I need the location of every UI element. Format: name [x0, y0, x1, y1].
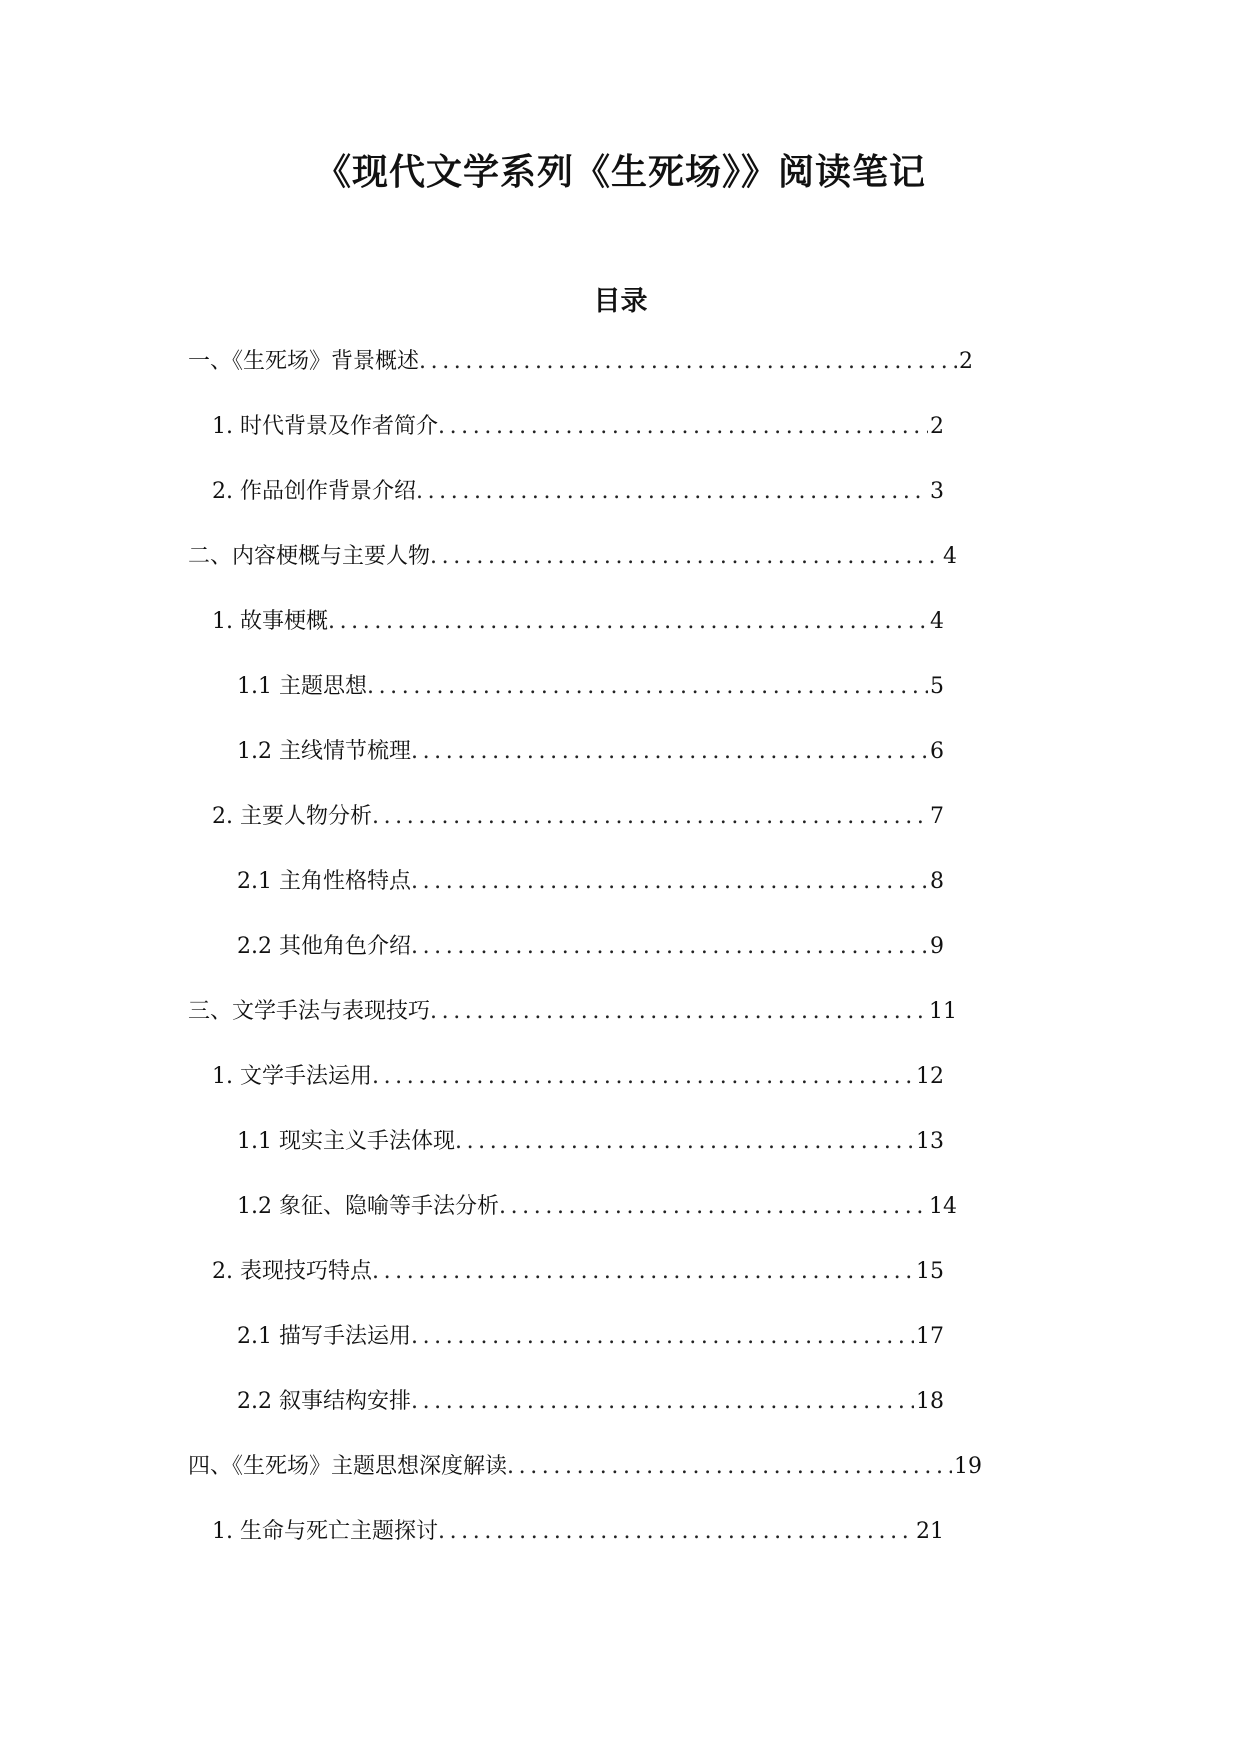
toc-entry[interactable] — [188, 344, 973, 380]
toc-entry-page: 12 — [916, 1064, 944, 1089]
toc-entry[interactable] — [237, 864, 944, 900]
toc-entry[interactable] — [212, 799, 944, 835]
toc-entry-label: 2.1 描写手法运用 — [237, 1324, 411, 1349]
toc-leader-dots — [411, 734, 928, 770]
toc-leader-dots — [372, 799, 928, 835]
toc-entry[interactable] — [237, 734, 944, 770]
toc-entry-page: 21 — [916, 1519, 944, 1544]
toc-entry-page: 18 — [916, 1389, 944, 1414]
toc-entry-page: 6 — [930, 739, 944, 764]
toc-leader-dots — [419, 344, 957, 380]
toc-entry-label: 1. 时代背景及作者简介 — [212, 414, 438, 439]
toc-entry-label: 1. 生命与死亡主题探讨 — [212, 1519, 438, 1544]
toc-entry-label: 2.2 叙事结构安排 — [237, 1389, 411, 1414]
toc-entry-label: 三、文学手法与表现技巧 — [188, 999, 431, 1024]
toc-entry-page: 2 — [930, 414, 944, 439]
toc-leader-dots — [438, 1514, 914, 1550]
toc-entry[interactable] — [237, 669, 944, 705]
toc-entry[interactable] — [237, 1189, 957, 1225]
toc-leader-dots — [430, 539, 941, 575]
toc-entry[interactable] — [188, 1449, 982, 1485]
toc-entry[interactable] — [212, 604, 944, 640]
toc-heading: 目录 — [593, 286, 648, 317]
toc-leader-dots — [438, 409, 928, 445]
toc-entry-page: 13 — [916, 1129, 944, 1154]
toc-entry-page: 17 — [916, 1324, 944, 1349]
toc-entry-label: 1. 文学手法运用 — [212, 1064, 372, 1089]
toc-entry[interactable] — [212, 409, 944, 445]
toc-entry[interactable] — [237, 1319, 944, 1355]
toc-leader-dots — [499, 1189, 927, 1225]
toc-entry-page: 4 — [943, 544, 957, 569]
toc-entry-page: 5 — [930, 674, 944, 699]
toc-entry-label: 1. 故事梗概 — [212, 609, 328, 634]
toc-entry-label: 2. 主要人物分析 — [212, 804, 372, 829]
toc-leader-dots — [411, 1319, 914, 1355]
toc-entry-label: 二、内容梗概与主要人物 — [188, 544, 431, 569]
toc-entry-label: 2.2 其他角色介绍 — [237, 934, 411, 959]
toc-leader-dots — [507, 1449, 952, 1485]
toc-entry-page: 4 — [930, 609, 944, 634]
toc-entry[interactable] — [237, 1124, 944, 1160]
toc-leader-dots — [367, 669, 928, 705]
toc-entry[interactable] — [212, 474, 944, 510]
toc-entry-label: 1.1 主题思想 — [237, 674, 367, 699]
toc-leader-dots — [372, 1059, 914, 1095]
toc-leader-dots — [328, 604, 928, 640]
toc-entry-label: 1.1 现实主义手法体现 — [237, 1129, 455, 1154]
toc-entry-page: 19 — [954, 1454, 982, 1479]
toc-entry-page: 15 — [916, 1259, 944, 1284]
toc-leader-dots — [416, 474, 928, 510]
toc-entry-page: 14 — [929, 1194, 957, 1219]
toc-entry[interactable] — [212, 1059, 944, 1095]
toc-entry-label: 2. 表现技巧特点 — [212, 1259, 372, 1284]
toc-entry-page: 2 — [959, 349, 973, 374]
toc-entry-label: 2.1 主角性格特点 — [237, 869, 411, 894]
toc-entry[interactable] — [237, 929, 944, 965]
toc-entry[interactable] — [188, 539, 957, 575]
toc-entry-label: 1.2 象征、隐喻等手法分析 — [237, 1194, 499, 1219]
toc-leader-dots — [372, 1254, 914, 1290]
toc-entry-page: 8 — [930, 869, 944, 894]
toc-entry-page: 7 — [930, 804, 944, 829]
toc-entry-label: 1.2 主线情节梳理 — [237, 739, 411, 764]
document-title: 《现代文学系列《生死场》》阅读笔记 — [314, 152, 926, 193]
toc-entry[interactable] — [237, 1384, 944, 1420]
toc-entry-page: 11 — [929, 999, 957, 1024]
toc-entry[interactable] — [188, 994, 957, 1030]
toc-entry[interactable] — [212, 1254, 944, 1290]
toc-leader-dots — [455, 1124, 914, 1160]
toc-entry-label: 一、《生死场》背景概述 — [188, 349, 420, 374]
toc-leader-dots — [411, 929, 928, 965]
toc-entry-page: 3 — [930, 479, 944, 504]
toc-entry[interactable] — [212, 1514, 944, 1550]
toc-entry-label: 四、《生死场》主题思想深度解读 — [188, 1454, 508, 1479]
toc-leader-dots — [411, 1384, 914, 1420]
toc-entry-label: 2. 作品创作背景介绍 — [212, 479, 416, 504]
toc-leader-dots — [430, 994, 927, 1030]
toc-entry-page: 9 — [930, 934, 944, 959]
toc-leader-dots — [411, 864, 928, 900]
